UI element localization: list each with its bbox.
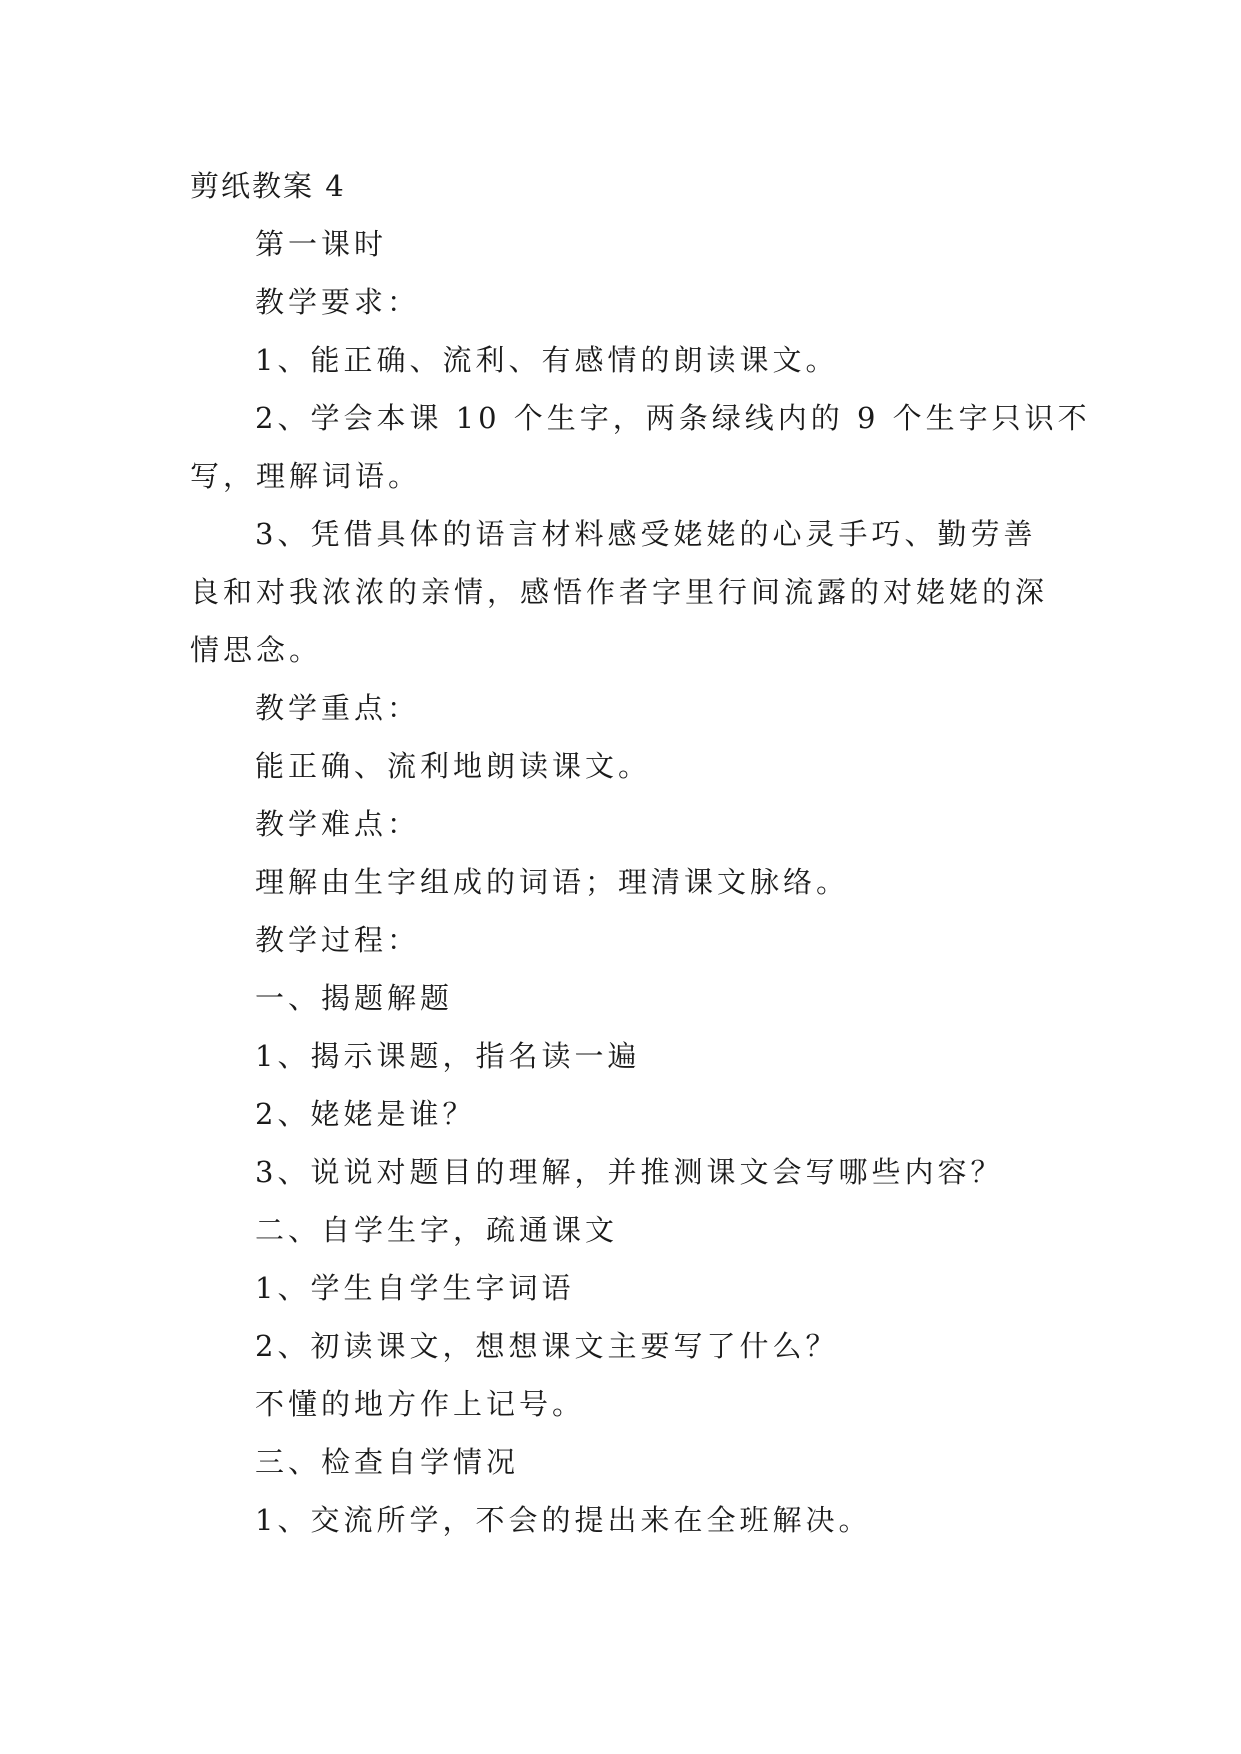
- paragraph-line: 二、自学生字，疏通课文: [255, 1213, 619, 1247]
- paragraph-line: 理解由生字组成的词语；理清课文脉络。: [255, 865, 850, 899]
- paragraph-line: 1、学生自学生字词语: [255, 1271, 575, 1305]
- paragraph-line: 第一课时: [255, 227, 388, 261]
- paragraph-line: 教学难点：: [255, 807, 421, 841]
- paragraph-line: 1、能正确、流利、有感情的朗读课文。: [255, 343, 839, 377]
- paragraph-line: 3、说说对题目的理解，并推测课文会写哪些内容？: [255, 1155, 1004, 1189]
- paragraph-line: 能正确、流利地朗读课文。: [255, 749, 652, 783]
- paragraph-line: 不懂的地方作上记号。: [255, 1387, 586, 1421]
- paragraph-line: 一、揭题解题: [255, 981, 454, 1015]
- paragraph-line: 写，理解词语。: [190, 459, 422, 493]
- paragraph-line: 良和对我浓浓的亲情，感悟作者字里行间流露的对姥姥的深: [190, 575, 1049, 609]
- paragraph-line: 三、检查自学情况: [255, 1445, 520, 1479]
- paragraph-line: 情思念。: [190, 633, 323, 667]
- paragraph-line: 教学重点：: [255, 691, 421, 725]
- paragraph-line: 教学过程：: [255, 923, 421, 957]
- paragraph-line: 2、姥姥是谁？: [255, 1097, 476, 1131]
- paragraph-line: 3、凭借具体的语言材料感受姥姥的心灵手巧、勤劳善: [255, 517, 1037, 551]
- paragraph-line: 2、学会本课 10 个生字，两条绿线内的 9 个生字只识不: [255, 401, 1091, 435]
- paragraph-line: 1、交流所学，不会的提出来在全班解决。: [255, 1503, 872, 1537]
- paragraph-line: 2、初读课文，想想课文主要写了什么？: [255, 1329, 839, 1363]
- document-title: 剪纸教案 4: [190, 169, 346, 203]
- paragraph-line: 教学要求：: [255, 285, 421, 319]
- paragraph-line: 1、揭示课题，指名读一遍: [255, 1039, 641, 1073]
